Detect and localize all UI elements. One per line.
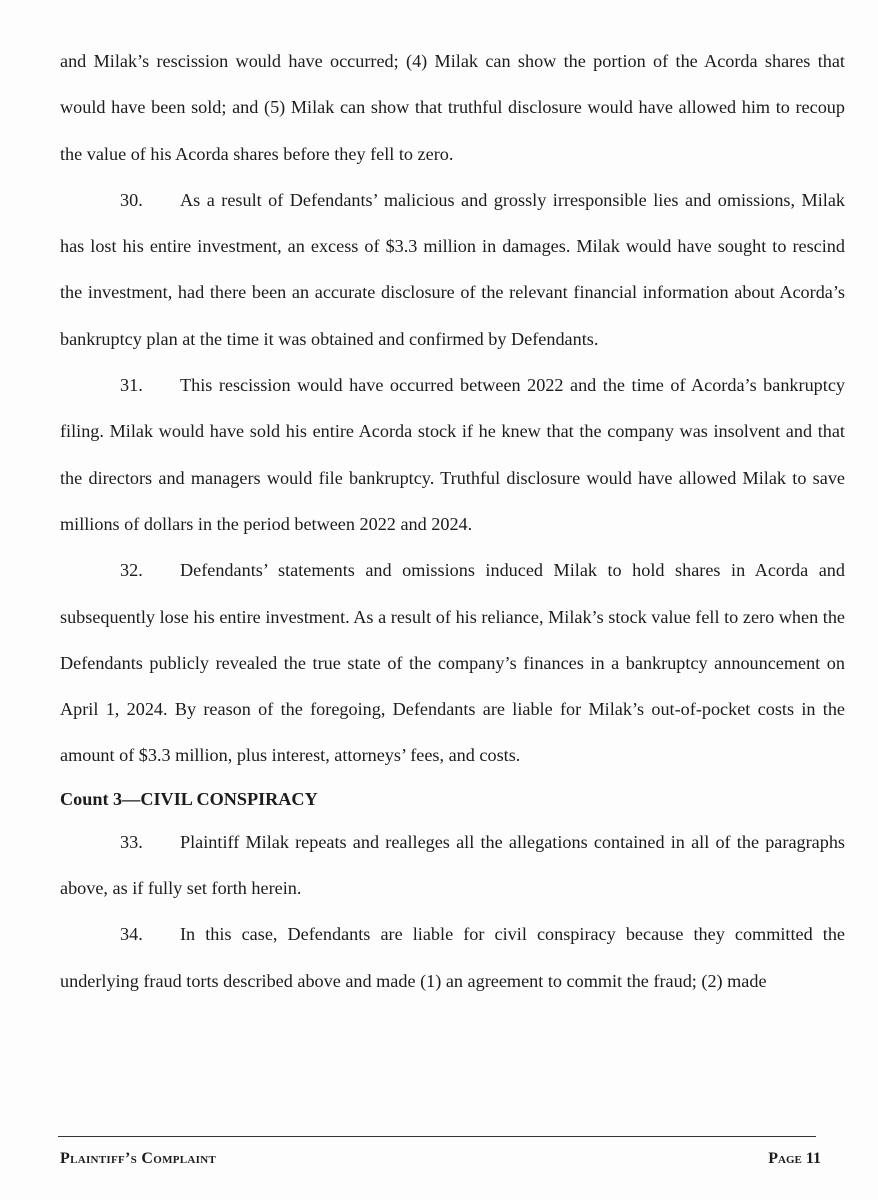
paragraph-number: 34.: [120, 924, 143, 945]
paragraph-33: [60, 819, 845, 912]
footer-document-title: Plaintiff’s Complaint: [60, 1150, 217, 1167]
paragraph-text: In this case, Defendants are liable for civil conspiracy because they committed the underlying fraud torts described above and made (1) an agreement to commit the fraud; (2) made: [60, 924, 845, 991]
paragraph-number: 33.: [120, 831, 143, 852]
paragraph-34: [60, 911, 845, 1004]
paragraph-text: Plaintiff Milak repeats and realleges all the allegations contained in all of the paragraphs above, as if fully set forth herein.: [60, 831, 845, 899]
paragraph-text: This rescission would have occurred between 2022 and the time of Acorda’s bankruptcy filing. Milak would have sold his entire Acorda stock if he knew that the company was insolvent and that the directors and managers would file bankruptcy. Truthful disclosure would have allowed Milak to save millions of dollars in the period between 2022 and 2024.: [60, 375, 845, 534]
paragraph-30: [60, 177, 845, 362]
paragraph-number: 31.: [120, 375, 143, 396]
paragraph-number: 32.: [120, 560, 143, 581]
continuation-paragraph: and Milak’s rescission would have occurred; (4) Milak can show the portion of the Acorda shares that would have been sold; and (5) Milak can show that truthful disclosure would have allowed him to recoup the value of his Acorda shares before they fell to zero.: [60, 51, 845, 164]
footer-divider: [58, 1136, 816, 1137]
paragraph-text: Defendants’ statements and omissions induced Milak to hold shares in Acorda and subsequently lose his entire investment. As a result of his reliance, Milak’s stock value fell to zero when the Defendants publicly revealed the true state of the company’s finances in a bankruptcy announcement on April 1, 2024. By reason of the foregoing, Defendants are liable for Milak’s out-of-pocket costs in the amount of $3.3 million, plus interest, attorneys’ fees, and costs.: [60, 560, 845, 766]
paragraph-number: 30.: [120, 189, 143, 210]
footer-page-number: Page 11: [768, 1150, 821, 1167]
paragraph-text: As a result of Defendants’ malicious and grossly irresponsible lies and omissions, Milak has lost his entire investment, an excess of $3.3 million in damages. Milak would have sought to rescind the investment, had there been an accurate disclosure of the relevant financial information about Acorda’s bankruptcy plan at the time it was obtained and confirmed by Defendants.: [60, 189, 845, 349]
document-body: [60, 38, 845, 1004]
paragraph-31: [60, 362, 845, 547]
paragraph-32: [60, 547, 845, 778]
section-heading: Count 3—CIVIL CONSPIRACY: [60, 788, 318, 809]
